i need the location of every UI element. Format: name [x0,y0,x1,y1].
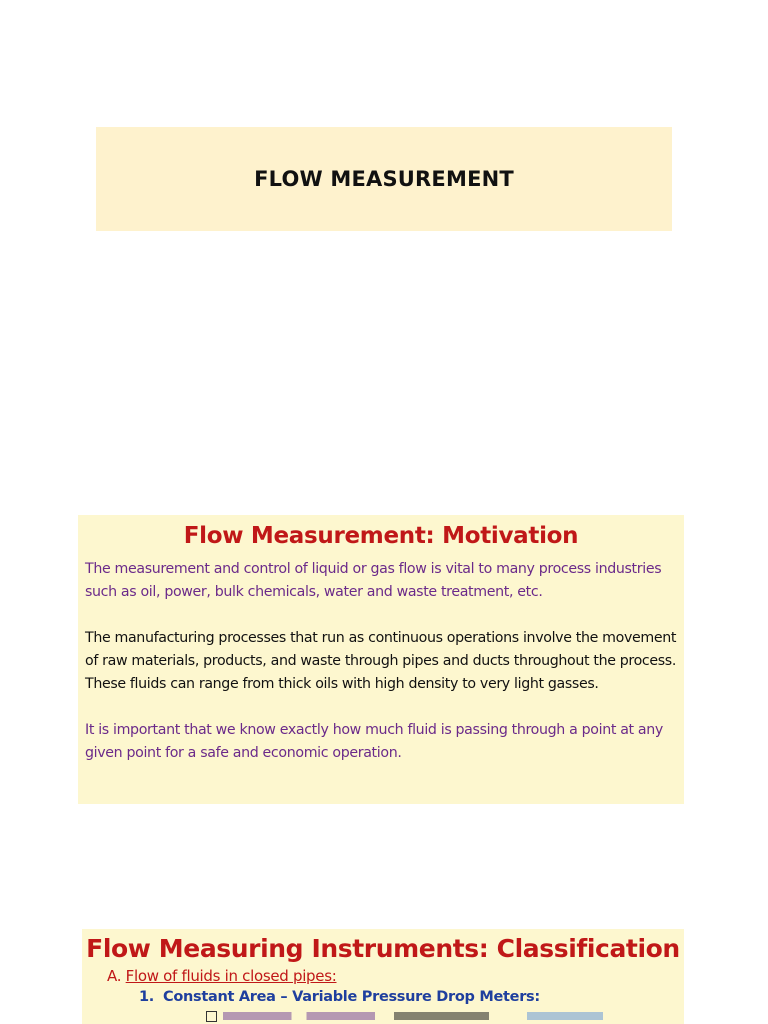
section-a [107,967,684,985]
section-a-label: Flow of fluids in closed pipes: [125,967,337,985]
title-slide [96,127,672,231]
motivation-paragraph-1: The measurement and control of liquid or gas flow is vital to many process industries such as oil, power, bulk chemicals, water and waste treatment, etc. [85,561,662,600]
truncated-text [223,1012,603,1020]
motivation-slide [78,515,684,804]
list-item-label: Constant Area – Variable Pressure Drop Meters: [163,989,540,1005]
classification-heading: Flow Measuring Instruments: Classification [86,934,680,963]
document-title: FLOW MEASUREMENT [254,167,514,191]
motivation-paragraph-3: It is important that we know exactly how much fluid is passing through a point at any given point for a safe and economic operation. [85,722,663,761]
classification-slide [82,929,684,1024]
list-item-number: 1. [139,989,154,1005]
motivation-heading: Flow Measurement: Motivation [183,523,579,549]
motivation-paragraph-2: The manufacturing processes that run as continuous operations involve the movement of raw materials, products, and waste through pipes and ducts throughout the process. These fluids can range from thick oils with high density to very light gasses. [85,630,677,692]
list-item [139,989,684,1005]
cut-off-bullet-row [206,1009,684,1023]
section-a-prefix: A. [107,967,126,985]
checkbox-bullet-icon [206,1011,217,1022]
